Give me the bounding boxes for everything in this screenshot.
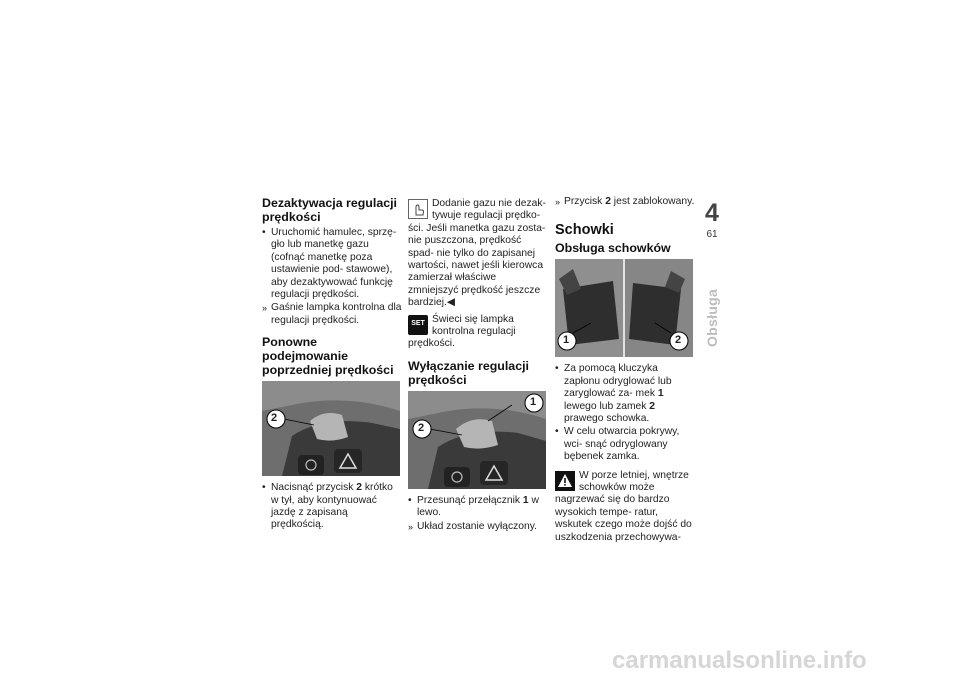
indicator-note	[408, 314, 548, 351]
column-left	[262, 196, 402, 533]
note-text: Dodanie gazu nie dezak- tywuje regulacji prędko- ści. Jeśli manetka gazu zosta- nie puszczona, prędkość spad- nie tylko do zapisanej wartości, nawet jeśli kierowca zamierzał właściwe zmniejszyć prędkość jeszcze bardziej.	[408, 198, 546, 309]
list-item	[408, 495, 548, 520]
result-marker: »	[555, 197, 561, 207]
warning-triangle-icon	[555, 471, 575, 491]
warning-text: W porze letniej, wnętrze schowków może nagrzewać się do bardzo wysokich tempe- ratur, wskutek czego może dojść do uszkodzenia przechowywa-	[555, 469, 692, 543]
reference-number: 2	[605, 196, 611, 207]
column-right	[555, 196, 695, 548]
result-marker: »	[408, 521, 414, 532]
instruction-text: Nacisnąć przycisk 2 krótko w tył, aby kontynuować jazdę z zapisaną prędkością.	[271, 482, 393, 531]
heading-resume: Ponowne podejmowanie poprzedniej prędkości	[262, 335, 394, 378]
photo-illustration	[555, 259, 693, 357]
heading-storage: Obsługa schowków	[555, 241, 671, 256]
instruction-text: Uruchomić hamulec, sprzę- gło lub manetkę gazu (cofnąć manetkę poza ustawienie pod- stawowe), aby dezaktywować funkcję regulacji prędkości.	[271, 227, 397, 301]
result-text: Gaśnie lampka kontrolna dla regulacji prędkości.	[271, 302, 402, 326]
photo-illustration	[262, 381, 400, 476]
result-marker: »	[262, 303, 268, 314]
photo-cruise-switch	[262, 381, 400, 476]
reference-number: 2	[649, 400, 656, 412]
bullet-marker: •	[262, 482, 266, 494]
list-item	[408, 521, 548, 533]
reference-number: 1	[657, 388, 664, 400]
reference-number: 2	[356, 482, 362, 494]
list-item	[555, 196, 695, 208]
callout-label: 2	[271, 412, 278, 425]
chapter-name: Obsługa	[704, 288, 720, 348]
list-item	[262, 302, 402, 327]
result-text: Przycisk 2 jest zablokowany.	[564, 196, 695, 207]
page-number: 61	[706, 229, 718, 240]
instruction-text: W celu otwarcia pokrywy, wci- snąć odryglowany bębenek zamka.	[564, 426, 680, 463]
column-middle	[408, 196, 548, 534]
set-indicator-icon: SET	[408, 315, 428, 335]
warning-block	[555, 470, 695, 544]
chapter-number: 4	[705, 199, 719, 227]
callout-label: 1	[563, 334, 570, 347]
list-item	[262, 227, 402, 301]
end-marker: ◀	[446, 297, 455, 309]
photo-illustration	[408, 391, 546, 489]
list-item	[262, 482, 402, 532]
photo-storage-compartments	[555, 259, 693, 357]
instruction-text: Za pomocą kluczyka zapłonu odryglować lub zaryglować za- mek 1 lewego lub zamek 2 prawego schowka.	[564, 363, 672, 425]
photo-cruise-switch-off	[408, 391, 546, 489]
callout-label: 2	[675, 334, 682, 347]
note-hand-icon	[408, 199, 428, 219]
bullet-marker: •	[555, 426, 559, 438]
reference-number: 1	[522, 494, 529, 506]
note-text: Świeci się lampka kontrolna regulacji prędkości.	[408, 313, 516, 350]
watermark: carmanualsonline.info	[612, 647, 867, 674]
result-text: Układ zostanie wyłączony.	[417, 520, 537, 532]
note-block	[408, 198, 548, 310]
list-item	[555, 363, 695, 425]
section-title: Schowki	[555, 222, 614, 239]
heading-deactivate: Dezaktywacja regulacji prędkości	[262, 196, 397, 224]
bullet-marker: •	[408, 494, 412, 506]
bullet-marker: •	[262, 227, 266, 238]
instruction-text: Przesunąć przełącznik 1 w lewo.	[417, 494, 539, 519]
list-item	[555, 426, 695, 463]
callout-label: 1	[530, 395, 537, 408]
heading-switchoff: Wyłączanie regulacji prędkości	[408, 358, 529, 387]
callout-label: 2	[418, 421, 425, 434]
bullet-marker: •	[555, 363, 559, 375]
